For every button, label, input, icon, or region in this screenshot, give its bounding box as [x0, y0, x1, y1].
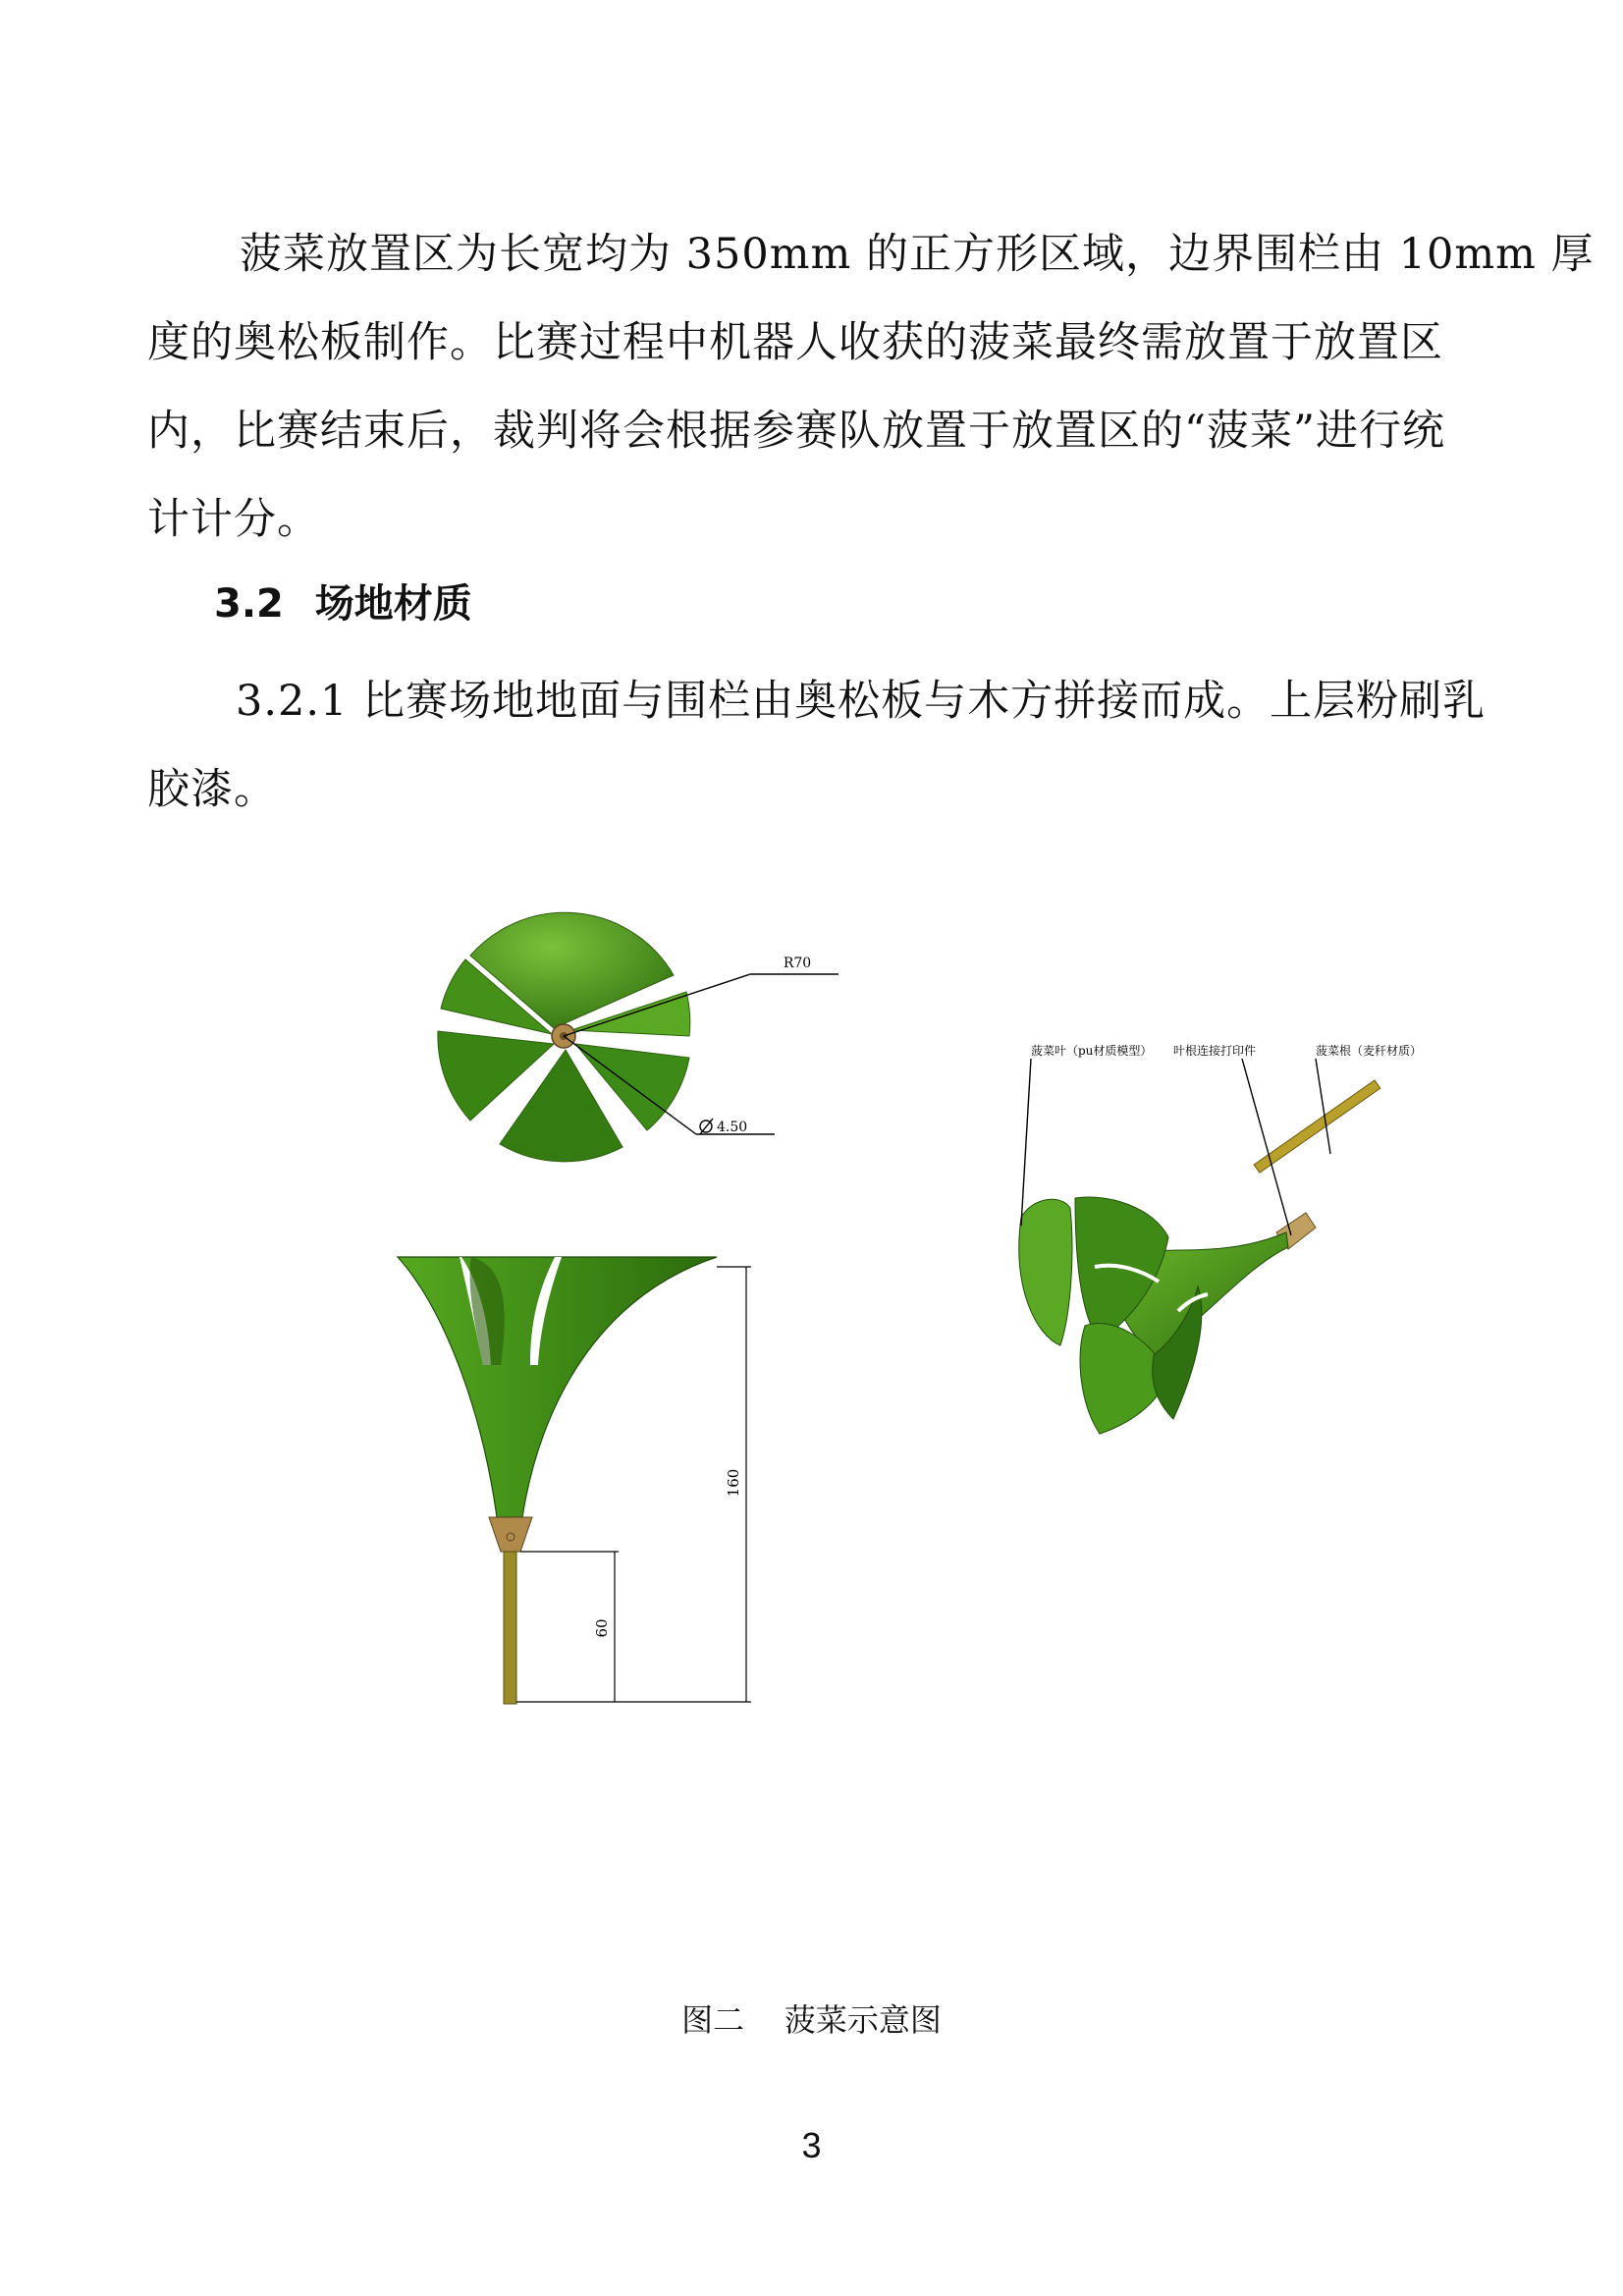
section-title: 场地材质	[314, 581, 472, 627]
page-number: 3	[801, 2125, 822, 2165]
side-view	[398, 1257, 751, 1704]
text-line: 3.2.1 比赛场地地面与围栏由奥松板与木方拼接而成。上层粉刷乳	[236, 677, 1487, 726]
text-line: 胶漆。	[147, 765, 277, 814]
section-number: 3.2	[214, 581, 284, 627]
text-line: 计计分。	[147, 495, 320, 544]
spinach-figure	[373, 845, 1551, 1768]
iso-view	[1019, 1043, 1422, 1434]
joint	[489, 1517, 532, 1552]
diameter-icon	[700, 1119, 713, 1134]
top-view	[438, 912, 839, 1162]
text-line: 内，比赛结束后，裁判将会根据参赛队放置于放置区的“菠菜”进行统	[147, 407, 1445, 456]
leaf-blade	[1019, 1199, 1072, 1345]
spinach-diagram	[373, 845, 1551, 1768]
text-line: 度的奥松板制作。比赛过程中机器人收获的菠菜最终需放置于放置区	[147, 318, 1443, 367]
text-line: 菠菜放置区为长宽均为 350mm 的正方形区域，边界围栏由 10mm 厚	[240, 230, 1595, 279]
stem	[504, 1552, 516, 1704]
section-heading	[214, 573, 472, 629]
height-dimension: 160	[725, 1468, 742, 1498]
radius-dimension: R70	[783, 956, 812, 971]
stem	[1254, 1080, 1380, 1173]
joint-label: 叶根连接打印件	[1173, 1044, 1257, 1058]
root-label: 菠菜根（麦秆材质）	[1316, 1044, 1423, 1058]
leaf-label: 菠菜叶（pu材质模型）	[1031, 1044, 1153, 1058]
diameter-dimension: 4.50	[717, 1120, 748, 1135]
cone-body	[398, 1257, 717, 1517]
stem-dimension: 60	[593, 1618, 611, 1638]
figure-caption: 图二 菠菜示意图	[681, 2001, 942, 2039]
